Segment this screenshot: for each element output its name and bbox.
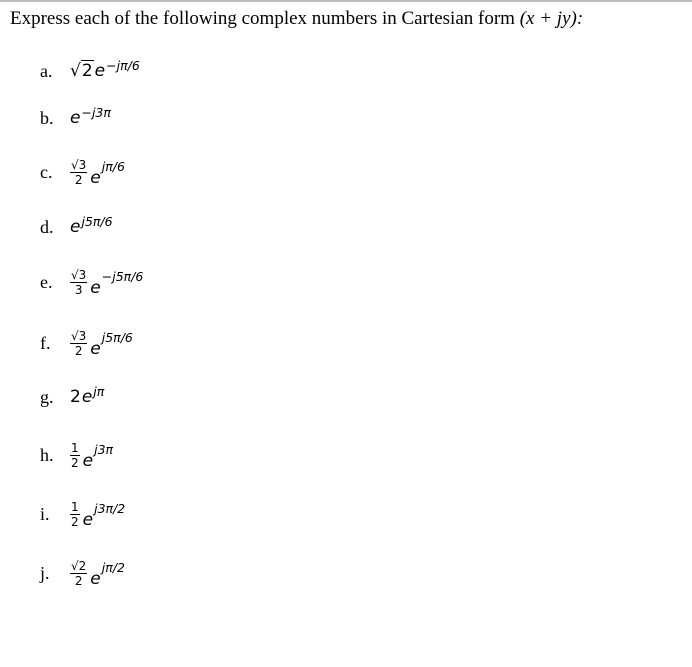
numerator: √3 xyxy=(71,328,87,343)
numerator: √2 xyxy=(71,558,87,573)
denominator: 2 xyxy=(71,455,79,470)
fraction xyxy=(70,560,87,587)
base-e: e xyxy=(90,339,101,359)
item-c xyxy=(40,152,125,192)
item-a xyxy=(40,51,140,91)
item-label: h. xyxy=(40,444,54,465)
numerator: 1 xyxy=(71,440,79,455)
exponent: jπ/6 xyxy=(101,158,125,174)
item-label: f. xyxy=(40,332,51,353)
item-g xyxy=(40,377,104,417)
question-heading xyxy=(10,8,583,30)
expression xyxy=(70,557,125,589)
expression xyxy=(70,439,113,471)
item-label: c. xyxy=(40,161,53,182)
top-border xyxy=(0,0,692,2)
expression xyxy=(70,327,133,359)
fraction xyxy=(70,330,87,357)
expression xyxy=(70,57,140,81)
item-label: d. xyxy=(40,216,54,237)
denominator: 2 xyxy=(71,514,79,529)
item-h xyxy=(40,435,113,475)
item-label: a. xyxy=(40,60,53,81)
expression xyxy=(70,383,105,407)
exponent: j5π/6 xyxy=(101,329,133,345)
exponent: j3π xyxy=(94,441,114,457)
exponent: −j3π xyxy=(81,104,111,120)
expression xyxy=(70,156,125,188)
item-j xyxy=(40,553,125,593)
expression xyxy=(70,498,125,530)
denominator: 2 xyxy=(74,573,83,588)
base-e: e xyxy=(82,510,94,530)
exponent: −jπ/6 xyxy=(106,57,140,73)
base-e: e xyxy=(90,569,101,589)
base-e: e xyxy=(81,387,93,407)
item-e xyxy=(40,262,143,302)
exponent: j5π/6 xyxy=(81,213,113,229)
item-d xyxy=(40,207,113,247)
fraction xyxy=(70,442,80,469)
fraction xyxy=(70,501,80,528)
coefficient: √2 xyxy=(70,61,93,81)
numerator: 1 xyxy=(71,499,79,514)
base-e: e xyxy=(82,451,94,471)
heading-text: Express each of the following complex numbers in Cartesian form xyxy=(10,8,520,29)
exponent: jπ/2 xyxy=(101,559,125,575)
heading-math: (x + jy): xyxy=(519,8,584,29)
denominator: 2 xyxy=(74,172,83,187)
item-f xyxy=(40,323,133,363)
coefficient: 2 xyxy=(70,387,81,407)
expression xyxy=(70,104,111,128)
base-e: e xyxy=(70,217,81,237)
numerator: √3 xyxy=(71,267,87,282)
exponent: j3π/2 xyxy=(94,500,126,516)
base-e: e xyxy=(70,108,81,128)
expression xyxy=(70,213,113,237)
denominator: 2 xyxy=(74,343,83,358)
expression xyxy=(70,266,143,298)
base-e: e xyxy=(90,168,101,188)
fraction xyxy=(70,159,87,186)
base-e: e xyxy=(90,278,101,298)
exponent: −j5π/6 xyxy=(101,268,144,284)
denominator: 3 xyxy=(74,282,83,297)
base-e: e xyxy=(94,61,106,81)
item-label: e. xyxy=(40,271,53,292)
exponent: jπ xyxy=(93,383,105,399)
item-label: b. xyxy=(40,107,54,128)
item-label: g. xyxy=(40,386,54,407)
item-i xyxy=(40,494,125,534)
numerator: √3 xyxy=(71,157,87,172)
fraction xyxy=(70,269,87,296)
item-label: i. xyxy=(40,503,50,524)
item-b xyxy=(40,98,111,138)
item-label: j. xyxy=(40,562,50,583)
